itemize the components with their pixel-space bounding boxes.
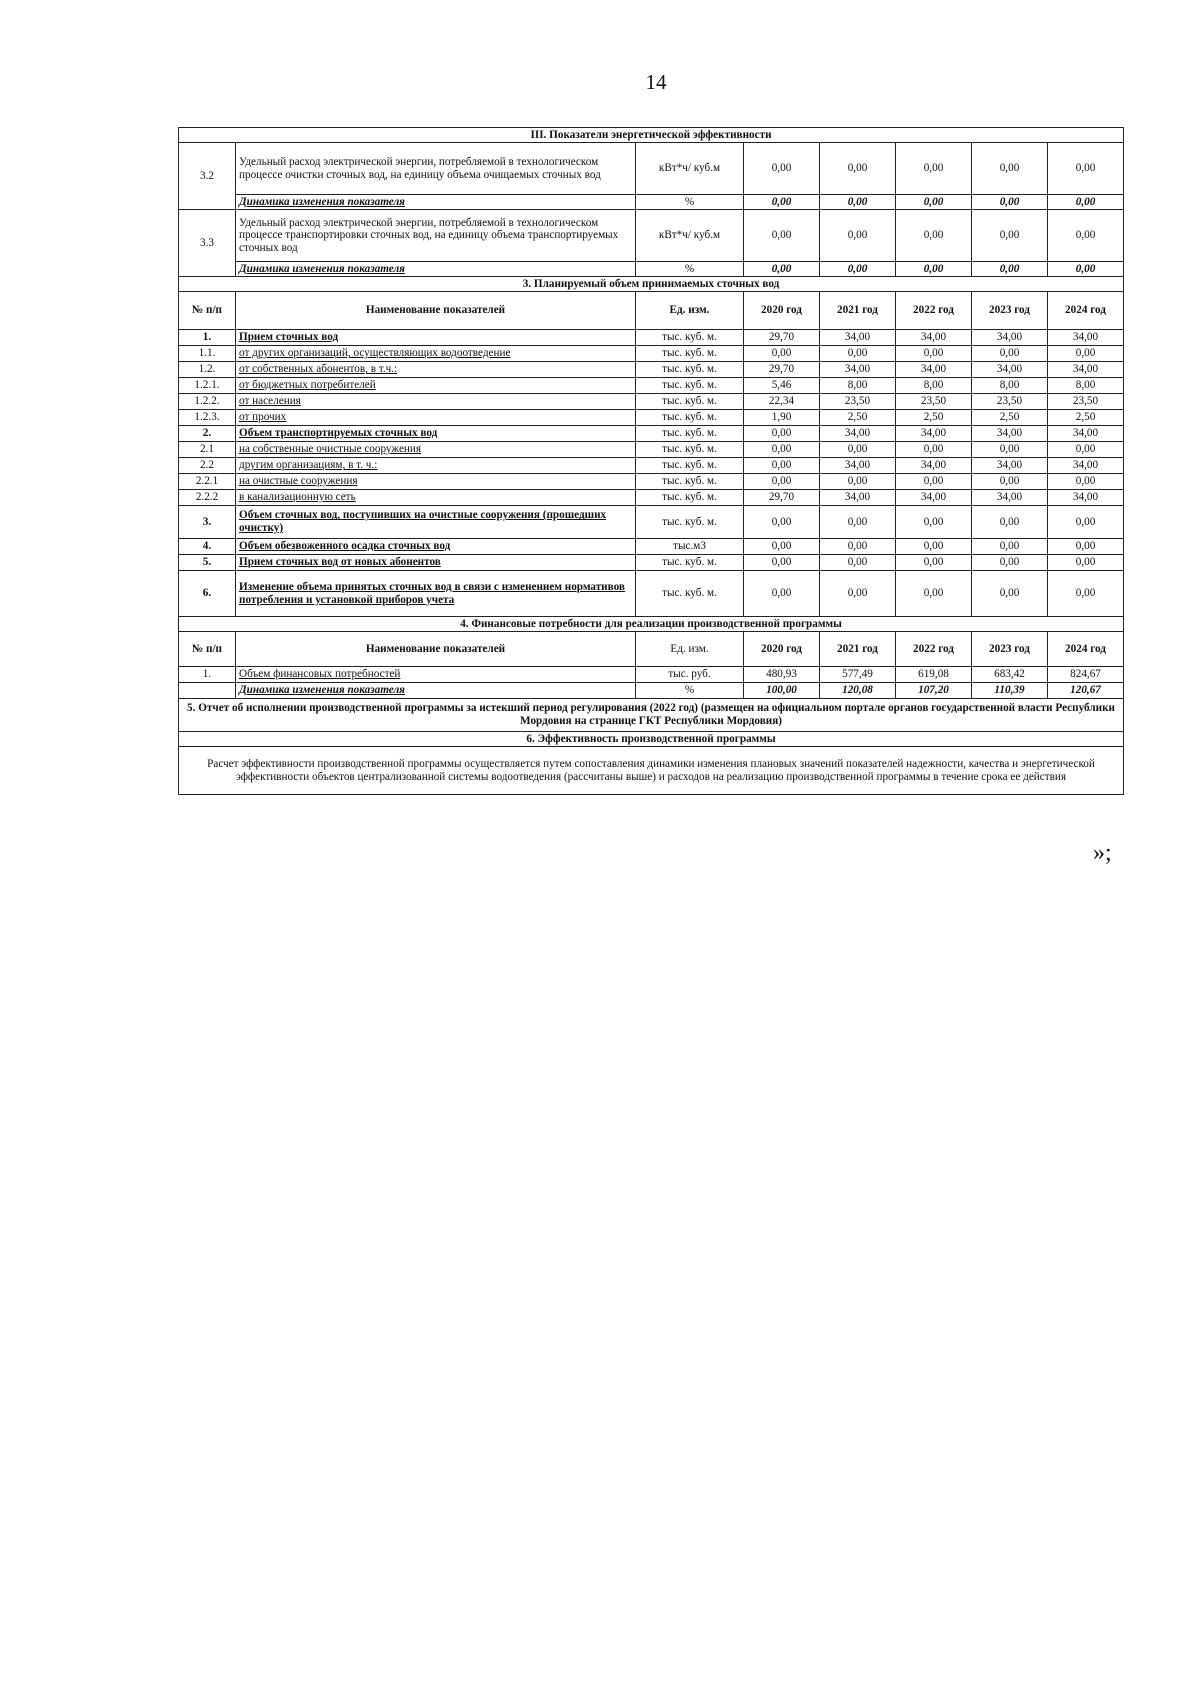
value-cell: 0,00 — [1048, 442, 1124, 458]
value-cell: 577,49 — [820, 667, 896, 683]
value-cell: 0,00 — [1048, 262, 1124, 277]
value-cell: 0,00 — [820, 539, 896, 555]
row-unit: тыс.м3 — [636, 539, 744, 555]
section-title-row — [179, 617, 1124, 632]
value-cell: 0,00 — [896, 262, 972, 277]
row-unit: тыс. куб. м. — [636, 410, 744, 426]
row-name: на очистные сооружения — [236, 474, 636, 490]
header-year: 2020 год — [744, 632, 820, 667]
value-cell: 0,00 — [1048, 143, 1124, 195]
value-cell: 110,39 — [972, 683, 1048, 699]
value-cell: 34,00 — [820, 458, 896, 474]
row-unit: тыс. куб. м. — [636, 555, 744, 571]
value-cell: 0,00 — [896, 210, 972, 262]
row-unit: тыс. куб. м. — [636, 571, 744, 617]
header-name: Наименование показателей — [236, 292, 636, 330]
row-number: 1.1. — [179, 346, 236, 362]
row-unit: тыс. куб. м. — [636, 346, 744, 362]
row-name: Объем транспортируемых сточных вод — [236, 426, 636, 442]
indicators-table — [178, 127, 1124, 795]
header-year: 2022 год — [896, 292, 972, 330]
table-row — [179, 330, 1124, 346]
value-cell: 0,00 — [972, 474, 1048, 490]
value-cell: 0,00 — [744, 346, 820, 362]
value-cell: 22,34 — [744, 394, 820, 410]
value-cell: 34,00 — [972, 426, 1048, 442]
section-title-row — [179, 732, 1124, 747]
value-cell: 0,00 — [820, 210, 896, 262]
value-cell: 0,00 — [744, 195, 820, 210]
value-cell: 480,93 — [744, 667, 820, 683]
row-unit: кВт*ч/ куб.м — [636, 143, 744, 195]
table-row — [179, 143, 1124, 195]
row-name: Прием сточных вод — [236, 330, 636, 346]
section-6-text: Расчет эффективности производственной программы осуществляется путем сопоставления динамики изменения плановых значений показателей надежности, качества и энергетической эффективности объектов централизованной системы водоотведения (рассчитаны выше) и расходов на реализацию производственной программы в течение срока ее действия — [179, 747, 1124, 795]
row-number: 2.2.1 — [179, 474, 236, 490]
value-cell: 0,00 — [896, 346, 972, 362]
value-cell: 34,00 — [896, 330, 972, 346]
row-name: Динамика изменения показателя — [236, 262, 636, 277]
value-cell: 683,42 — [972, 667, 1048, 683]
row-name: от других организаций, осуществляющих водоотведение — [236, 346, 636, 362]
section-4-title: 4. Финансовые потребности для реализации производственной программы — [179, 617, 1124, 632]
value-cell: 0,00 — [1048, 506, 1124, 539]
value-cell: 1,90 — [744, 410, 820, 426]
value-cell: 0,00 — [820, 262, 896, 277]
row-name: от населения — [236, 394, 636, 410]
value-cell: 8,00 — [896, 378, 972, 394]
value-cell: 29,70 — [744, 330, 820, 346]
value-cell: 107,20 — [896, 683, 972, 699]
value-cell: 0,00 — [1048, 474, 1124, 490]
row-unit: % — [636, 683, 744, 699]
value-cell: 0,00 — [820, 346, 896, 362]
value-cell: 34,00 — [1048, 426, 1124, 442]
value-cell: 0,00 — [896, 539, 972, 555]
row-number: 1.2.3. — [179, 410, 236, 426]
row-number: 4. — [179, 539, 236, 555]
value-cell: 0,00 — [820, 442, 896, 458]
row-unit: тыс. куб. м. — [636, 506, 744, 539]
value-cell: 0,00 — [972, 571, 1048, 617]
row-number: 1. — [179, 330, 236, 346]
value-cell: 34,00 — [1048, 458, 1124, 474]
row-number: 2. — [179, 426, 236, 442]
row-number: 3. — [179, 506, 236, 539]
row-number — [179, 683, 236, 699]
header-year: 2023 год — [972, 632, 1048, 667]
table-row — [179, 555, 1124, 571]
value-cell: 0,00 — [744, 210, 820, 262]
value-cell: 34,00 — [820, 426, 896, 442]
value-cell: 0,00 — [744, 555, 820, 571]
header-row — [179, 632, 1124, 667]
row-name: на собственные очистные сооружения — [236, 442, 636, 458]
row-name: Удельный расход электрической энергии, потребляемой в технологическом процессе транспортировки сточных вод, на единицу объема транспортируемых сточных вод — [236, 210, 636, 262]
value-cell: 0,00 — [1048, 555, 1124, 571]
row-unit: тыс. руб. — [636, 667, 744, 683]
value-cell: 34,00 — [820, 330, 896, 346]
row-number: 6. — [179, 571, 236, 617]
row-number: 1. — [179, 667, 236, 683]
value-cell: 2,50 — [820, 410, 896, 426]
header-unit: Ед. изм. — [636, 632, 744, 667]
table-row — [179, 362, 1124, 378]
value-cell: 0,00 — [744, 571, 820, 617]
value-cell: 5,46 — [744, 378, 820, 394]
value-cell: 0,00 — [820, 506, 896, 539]
value-cell: 2,50 — [896, 410, 972, 426]
value-cell: 8,00 — [972, 378, 1048, 394]
header-name: Наименование показателей — [236, 632, 636, 667]
row-name: от собственных абонентов, в т.ч.: — [236, 362, 636, 378]
table-row — [179, 667, 1124, 683]
row-number: 1.2. — [179, 362, 236, 378]
header-row — [179, 292, 1124, 330]
value-cell: 29,70 — [744, 490, 820, 506]
row-name: Объем сточных вод, поступивших на очистные сооружения (прошедших очистку) — [236, 506, 636, 539]
value-cell: 0,00 — [972, 346, 1048, 362]
value-cell: 34,00 — [820, 362, 896, 378]
row-name: Удельный расход электрической энергии, потребляемой в технологическом процессе очистки сточных вод, на единицу объема очищаемых сточных вод — [236, 143, 636, 195]
row-unit: кВт*ч/ куб.м — [636, 210, 744, 262]
row-number: 1.2.2. — [179, 394, 236, 410]
section-6-title: 6. Эффективность производственной программы — [179, 732, 1124, 747]
value-cell: 0,00 — [972, 143, 1048, 195]
value-cell: 34,00 — [972, 362, 1048, 378]
value-cell: 0,00 — [972, 195, 1048, 210]
value-cell: 0,00 — [820, 474, 896, 490]
value-cell: 23,50 — [972, 394, 1048, 410]
value-cell: 34,00 — [972, 458, 1048, 474]
section-iii-title: III. Показатели энергетической эффективности — [179, 128, 1124, 143]
value-cell: 34,00 — [972, 490, 1048, 506]
row-unit: тыс. куб. м. — [636, 362, 744, 378]
value-cell: 29,70 — [744, 362, 820, 378]
table-row — [179, 474, 1124, 490]
table-row — [179, 394, 1124, 410]
row-name: Прием сточных вод от новых абонентов — [236, 555, 636, 571]
row-unit: тыс. куб. м. — [636, 330, 744, 346]
value-cell: 0,00 — [896, 442, 972, 458]
table-row — [179, 426, 1124, 442]
table-row — [179, 346, 1124, 362]
table-row — [179, 442, 1124, 458]
row-name: от бюджетных потребителей — [236, 378, 636, 394]
value-cell: 34,00 — [972, 330, 1048, 346]
dynamics-row — [179, 195, 1124, 210]
value-cell: 0,00 — [896, 506, 972, 539]
value-cell: 0,00 — [820, 555, 896, 571]
value-cell: 2,50 — [1048, 410, 1124, 426]
row-number: 2.2 — [179, 458, 236, 474]
section-3-title: 3. Планируемый объем принимаемых сточных вод — [179, 277, 1124, 292]
header-year: 2021 год — [820, 292, 896, 330]
table-row — [179, 210, 1124, 262]
value-cell: 0,00 — [820, 143, 896, 195]
table-row — [179, 539, 1124, 555]
header-year: 2024 год — [1048, 292, 1124, 330]
row-unit: тыс. куб. м. — [636, 490, 744, 506]
value-cell: 34,00 — [896, 458, 972, 474]
value-cell: 0,00 — [744, 262, 820, 277]
value-cell: 34,00 — [1048, 490, 1124, 506]
dynamics-row — [179, 262, 1124, 277]
row-number: 3.3 — [179, 210, 236, 277]
value-cell: 0,00 — [896, 195, 972, 210]
value-cell: 0,00 — [744, 539, 820, 555]
row-number: 2.1 — [179, 442, 236, 458]
table-row — [179, 506, 1124, 539]
value-cell: 0,00 — [1048, 571, 1124, 617]
row-unit: тыс. куб. м. — [636, 474, 744, 490]
value-cell: 619,08 — [896, 667, 972, 683]
row-name: Объем финансовых потребностей — [236, 667, 636, 683]
header-year: 2023 год — [972, 292, 1048, 330]
value-cell: 0,00 — [896, 571, 972, 617]
value-cell: 0,00 — [1048, 210, 1124, 262]
row-unit: тыс. куб. м. — [636, 426, 744, 442]
value-cell: 34,00 — [1048, 330, 1124, 346]
row-name: Изменение объема принятых сточных вод в связи с изменением нормативов потребления и установкой приборов учета — [236, 571, 636, 617]
value-cell: 0,00 — [972, 442, 1048, 458]
value-cell: 23,50 — [820, 394, 896, 410]
row-number: 5. — [179, 555, 236, 571]
value-cell: 0,00 — [820, 571, 896, 617]
value-cell: 0,00 — [744, 426, 820, 442]
row-unit: тыс. куб. м. — [636, 394, 744, 410]
header-year: 2021 год — [820, 632, 896, 667]
dynamics-row — [179, 683, 1124, 699]
row-unit: % — [636, 262, 744, 277]
value-cell: 0,00 — [820, 195, 896, 210]
header-num: № п/п — [179, 632, 236, 667]
value-cell: 0,00 — [896, 555, 972, 571]
row-unit: тыс. куб. м. — [636, 442, 744, 458]
value-cell: 0,00 — [972, 262, 1048, 277]
value-cell: 0,00 — [972, 555, 1048, 571]
value-cell: 23,50 — [1048, 394, 1124, 410]
header-year: 2020 год — [744, 292, 820, 330]
value-cell: 120,08 — [820, 683, 896, 699]
value-cell: 2,50 — [972, 410, 1048, 426]
row-unit: тыс. куб. м. — [636, 378, 744, 394]
value-cell: 23,50 — [896, 394, 972, 410]
value-cell: 0,00 — [744, 458, 820, 474]
value-cell: 0,00 — [744, 474, 820, 490]
value-cell: 100,00 — [744, 683, 820, 699]
table-row — [179, 571, 1124, 617]
value-cell: 0,00 — [744, 506, 820, 539]
header-num: № п/п — [179, 292, 236, 330]
row-number: 3.2 — [179, 143, 236, 210]
value-cell: 0,00 — [744, 442, 820, 458]
table-row — [179, 378, 1124, 394]
row-name: Объем обезвоженного осадка сточных вод — [236, 539, 636, 555]
value-cell: 34,00 — [896, 426, 972, 442]
value-cell: 34,00 — [896, 490, 972, 506]
value-cell: 0,00 — [1048, 539, 1124, 555]
section-title-row — [179, 277, 1124, 292]
row-name: другим организациям, в т. ч.: — [236, 458, 636, 474]
row-name: Динамика изменения показателя — [236, 683, 636, 699]
value-cell: 0,00 — [896, 143, 972, 195]
header-unit: Ед. изм. — [636, 292, 744, 330]
value-cell: 0,00 — [1048, 195, 1124, 210]
value-cell: 8,00 — [1048, 378, 1124, 394]
value-cell: 34,00 — [820, 490, 896, 506]
section-5-text: 5. Отчет об исполнении производственной программы за истекший период регулирования (2022 год) (размещен на официальном портале органов государственной власти Республики Мордовия на странице ГКТ Республики Мордовия) — [179, 699, 1124, 732]
page-number: 14 — [645, 70, 667, 94]
table-row — [179, 458, 1124, 474]
header-year: 2024 год — [1048, 632, 1124, 667]
section-5-row — [179, 699, 1124, 732]
value-cell: 8,00 — [820, 378, 896, 394]
value-cell: 34,00 — [1048, 362, 1124, 378]
value-cell: 120,67 — [1048, 683, 1124, 699]
row-name: в канализационную сеть — [236, 490, 636, 506]
value-cell: 824,67 — [1048, 667, 1124, 683]
header-year: 2022 год — [896, 632, 972, 667]
value-cell: 0,00 — [972, 506, 1048, 539]
value-cell: 0,00 — [744, 143, 820, 195]
row-name: Динамика изменения показателя — [236, 195, 636, 210]
section-title-row — [179, 128, 1124, 143]
value-cell: 34,00 — [896, 362, 972, 378]
section-6-row — [179, 747, 1124, 795]
row-unit: % — [636, 195, 744, 210]
table-row — [179, 490, 1124, 506]
row-name: от прочих — [236, 410, 636, 426]
row-number: 1.2.1. — [179, 378, 236, 394]
value-cell: 0,00 — [1048, 346, 1124, 362]
row-number: 2.2.2 — [179, 490, 236, 506]
row-unit: тыс. куб. м. — [636, 458, 744, 474]
closing-mark: »; — [1093, 840, 1112, 866]
value-cell: 0,00 — [972, 539, 1048, 555]
value-cell: 0,00 — [972, 210, 1048, 262]
table-row — [179, 410, 1124, 426]
value-cell: 0,00 — [896, 474, 972, 490]
